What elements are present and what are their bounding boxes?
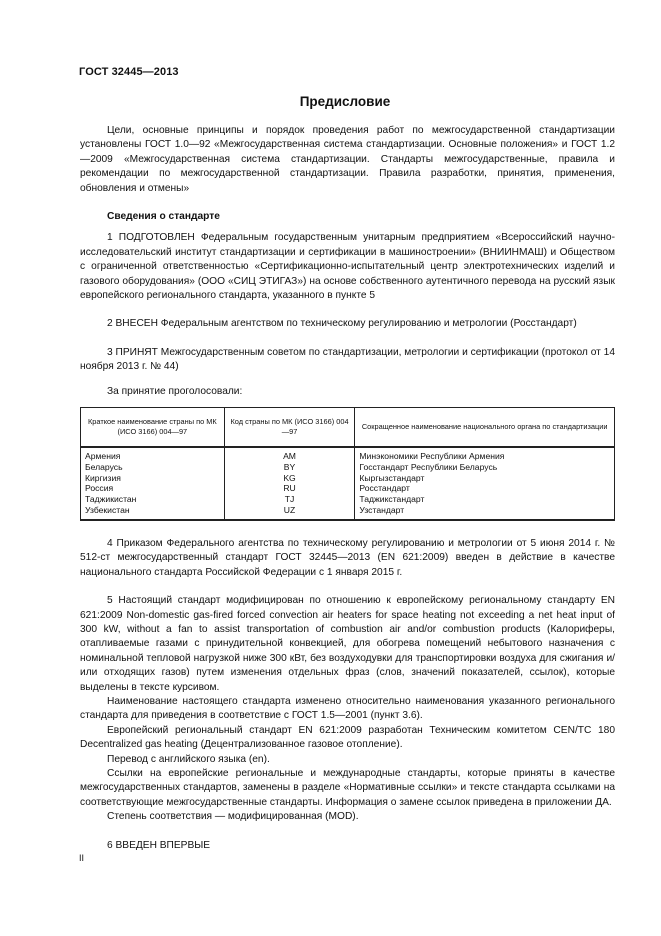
body-cell: Росстандарт — [355, 483, 615, 494]
table-header-row — [81, 408, 615, 448]
item-5-origin-paragraph: Европейский региональный стандарт EN 621:2009 разработан Техническим комитетом CEN/TC 180 Decentralized gas heating (Децентрализованное газовое отопление). — [80, 724, 615, 751]
item-5-conformity-paragraph: Степень соответствия — модифицированная (MOD). — [107, 811, 359, 823]
body-cell: Госстандарт Республики Беларусь — [355, 462, 615, 473]
body-cell: Таджикстандарт — [355, 494, 615, 505]
code-cell: BY — [224, 462, 355, 473]
intro-paragraph: Цели, основные принципы и порядок проведения работ по межгосударственной стандартизации установлены ГОСТ 1.0—92 «Межгосударственная система стандартизации. Основные положения» и ГОСТ 1.2—2009 «Межгосударственная система стандартизации. Стандарты межгосударственные, правила и рекомендации по межгосударственной стандартизации. Правила разработки, принятия, применения, обновления и отмены» — [80, 125, 615, 194]
country-cell: Армения — [81, 447, 225, 462]
body-cell: Минэкономики Республики Армения — [355, 447, 615, 462]
country-cell: Беларусь — [81, 462, 225, 473]
code-cell: AM — [224, 447, 355, 462]
item-5-translation-paragraph: Перевод с английского языка (en). — [107, 753, 270, 765]
body-cell: Узстандарт — [355, 505, 615, 520]
voting-table — [80, 407, 615, 521]
table-header-country: Краткое наименование страны по МК (ИСО 3166) 004—97 — [81, 408, 225, 448]
table-row — [81, 447, 615, 462]
code-cell: TJ — [224, 494, 355, 505]
table-row — [81, 473, 615, 484]
document-body — [80, 124, 615, 853]
table-row — [81, 505, 615, 520]
item-6-paragraph: 6 ВВЕДЕН ВПЕРВЫЕ — [107, 839, 211, 851]
code-cell: RU — [224, 483, 355, 494]
table-header-code: Код страны по МК (ИСО 3166) 004—97 — [224, 408, 355, 448]
country-cell: Киргизия — [81, 473, 225, 484]
country-cell: Таджикистан — [81, 494, 225, 505]
table-header-body: Сокращенное наименование национального органа по стандартизации — [355, 408, 615, 448]
item-3-paragraph: 3 ПРИНЯТ Межгосударственным советом по стандартизации, метрологии и сертификации (протокол от 14 ноября 2013 г. № 44) — [80, 346, 615, 373]
item-5-name-paragraph: Наименование настоящего стандарта изменено относительно наименования указанного регионального стандарта для приведения в соответствие с ГОСТ 1.5—2001 (пункт 3.6). — [80, 695, 615, 722]
country-cell: Россия — [81, 483, 225, 494]
code-cell: KG — [224, 473, 355, 484]
body-cell: Кыргызстандарт — [355, 473, 615, 484]
table-row — [81, 483, 615, 494]
country-cell: Узбекистан — [81, 505, 225, 520]
item-5-references-paragraph: Ссылки на европейские региональные и международные стандарты, которые приняты в качестве межгосударственных стандартов, заменены в разделе «Нормативные ссылки» и тексте стандарта ссылками на соответствующие межгосударственные стандарты. Информация о замене ссылок приведена в приложении ДА. — [80, 767, 615, 808]
item-1-paragraph: 1 ПОДГОТОВЛЕН Федеральным государственным унитарным предприятием «Всероссийский научно-исследовательский институт стандартизации и сертификации в машиностроении» (ВНИИНМАШ) и Обществом с ограниченной ответственностью «Сертификационно-испытательный центр электротехнических изделий и газового оборудования» (ООО «СИЦ ЭТИГАЗ») на основе собственного аутентичного перевода на русский язык европейского регионального стандарта, указанного в пункте 5 — [80, 232, 615, 302]
section-title: Сведения о стандарте — [107, 211, 220, 223]
code-cell: UZ — [224, 505, 355, 520]
item-2-paragraph: 2 ВНЕСЕН Федеральным агентством по техническому регулированию и метрологии (Росстандарт) — [107, 318, 577, 330]
item-4-paragraph: 4 Приказом Федерального агентства по техническому регулированию и метрологии от 5 июня 2014 г. № 512-ст межгосударственный стандарт ГОСТ 32445—2013 (EN 621:2009) введен в действие в качестве национального стандарта Российской Федерации с 1 января 2015 г. — [80, 537, 615, 578]
page-number: II — [79, 853, 85, 863]
table-row — [81, 462, 615, 473]
table-row — [81, 494, 615, 505]
page-title: Предисловие — [299, 94, 391, 109]
vote-intro: За принятие проголосовали: — [107, 385, 243, 397]
document-header: ГОСТ 32445—2013 — [79, 66, 179, 78]
item-5-paragraph: 5 Настоящий стандарт модифицирован по отношению к европейскому региональному стандарту EN 621:2009 Non-domestic gas-fired forced convection air heaters for space heating not exceeding a net heat input of 300 kW, without a fan to assist transportation of combustion air and/or combustion products (Калориферы, отапливаемые газами с принудительной конвекцией, для обогрева помещений небытового назначения с номинальной тепловой нагрузкой ниже 300 кВт, без воздуходувки для транспортировки воздуха для сжигания и/или отходящих газов) путем изменения отдельных фраз (слов, значений показателей, ссылок), которые выделены в тексте курсивом. — [80, 595, 615, 693]
